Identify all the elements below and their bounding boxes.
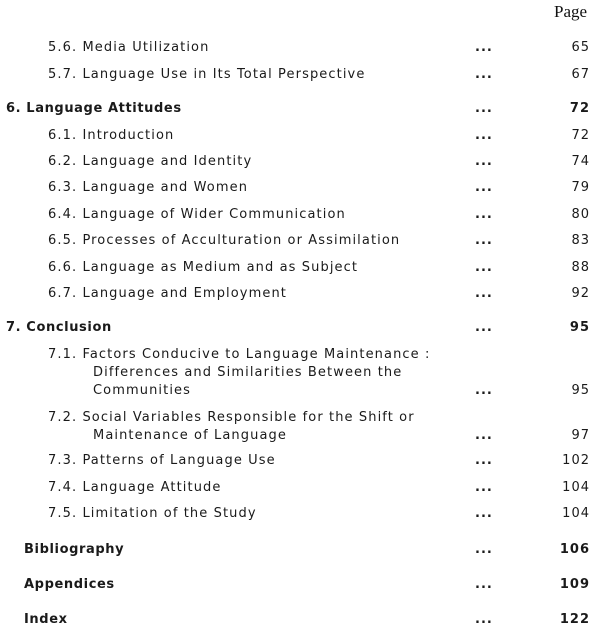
page-header: Page	[554, 2, 588, 21]
toc-entry	[0, 127, 600, 149]
toc-entry	[0, 259, 600, 281]
dot-leader: ...	[475, 128, 493, 143]
toc-entry-title: 6.4. Language of Wider Communication	[48, 207, 346, 222]
toc-entry-title: 7.2. Social Variables Responsible for the Shift or	[48, 410, 415, 425]
toc-entry	[0, 409, 600, 447]
toc-entry-page: 74	[571, 154, 590, 169]
toc-chapter	[0, 100, 600, 122]
toc-chapter	[0, 576, 600, 598]
toc-entry-page: 92	[571, 286, 590, 301]
toc-chapter-page: 122	[559, 612, 590, 627]
toc-chapter	[0, 541, 600, 563]
toc-entry	[0, 153, 600, 175]
toc-chapter-title: Bibliography	[24, 542, 125, 557]
toc-entry	[0, 285, 600, 307]
toc-entry-page: 65	[571, 40, 590, 55]
toc-chapter-title: Index	[24, 612, 68, 627]
toc-chapter-page: 72	[569, 101, 590, 116]
toc-entry-title-continued: Differences and Similarities Between the	[93, 365, 403, 380]
toc-entry-page: 95	[571, 383, 590, 398]
dot-leader: ...	[475, 577, 493, 592]
toc-entry-title-continued: Maintenance of Language	[93, 428, 287, 443]
toc-entry-page: 88	[571, 260, 590, 275]
toc-chapter-title: 6. Language Attitudes	[6, 101, 182, 116]
dot-leader: ...	[475, 506, 493, 521]
dot-leader: ...	[475, 180, 493, 195]
toc-chapter	[0, 611, 600, 633]
dot-leader: ...	[475, 67, 493, 82]
toc-entry-title: 7.1. Factors Conducive to Language Maintenance :	[48, 347, 431, 362]
dot-leader: ...	[475, 480, 493, 495]
toc-chapter-title: Appendices	[24, 577, 115, 592]
toc-entry-title: 6.1. Introduction	[48, 128, 175, 143]
toc-entry-title: 6.2. Language and Identity	[48, 154, 253, 169]
toc-entry-title: 6.7. Language and Employment	[48, 286, 288, 301]
toc-entry-page: 79	[571, 180, 590, 195]
toc-entry-title: 6.3. Language and Women	[48, 180, 249, 195]
toc-entry-title: 7.4. Language Attitude	[48, 480, 222, 495]
toc-chapter-page: 109	[559, 577, 590, 592]
toc-entry-page: 104	[562, 480, 590, 495]
dot-leader: ...	[475, 233, 493, 248]
dot-leader: ...	[475, 612, 493, 627]
dot-leader: ...	[475, 542, 493, 557]
toc-chapter-page: 106	[559, 542, 590, 557]
toc-chapter	[0, 319, 600, 341]
dot-leader: ...	[475, 101, 493, 116]
dot-leader: ...	[475, 40, 493, 55]
toc-entry-title: 7.5. Limitation of the Study	[48, 506, 257, 521]
toc-entry	[0, 39, 600, 61]
toc-entry	[0, 232, 600, 254]
toc-entry-page: 67	[571, 67, 590, 82]
toc-entry-title: 6.5. Processes of Acculturation or Assimilation	[48, 233, 401, 248]
toc-entry	[0, 206, 600, 228]
toc-entry-page: 97	[571, 428, 590, 443]
toc-entry-page: 83	[571, 233, 590, 248]
toc-entry-page: 104	[562, 506, 590, 521]
dot-leader: ...	[475, 320, 493, 335]
toc-entry-title-continued: Communities	[93, 383, 192, 398]
toc-entry	[0, 452, 600, 474]
dot-leader: ...	[475, 453, 493, 468]
dot-leader: ...	[475, 260, 493, 275]
toc-entry-title: 6.6. Language as Medium and as Subject	[48, 260, 359, 275]
toc-entry-title: 5.6. Media Utilization	[48, 40, 210, 55]
toc-entry-title: 7.3. Patterns of Language Use	[48, 453, 276, 468]
dot-leader: ...	[475, 428, 493, 443]
toc-entry	[0, 66, 600, 88]
dot-leader: ...	[475, 207, 493, 222]
dot-leader: ...	[475, 286, 493, 301]
toc-entry-page: 80	[571, 207, 590, 222]
toc-entry	[0, 479, 600, 501]
toc-chapter-page: 95	[569, 320, 590, 335]
toc-entry-page: 72	[571, 128, 590, 143]
toc-entry-page: 102	[562, 453, 590, 468]
toc-entry-title: 5.7. Language Use in Its Total Perspective	[48, 67, 366, 82]
toc-chapter-title: 7. Conclusion	[6, 320, 112, 335]
toc-entry	[0, 346, 600, 402]
dot-leader: ...	[475, 383, 493, 398]
toc-entry	[0, 505, 600, 527]
toc-entry	[0, 179, 600, 201]
dot-leader: ...	[475, 154, 493, 169]
